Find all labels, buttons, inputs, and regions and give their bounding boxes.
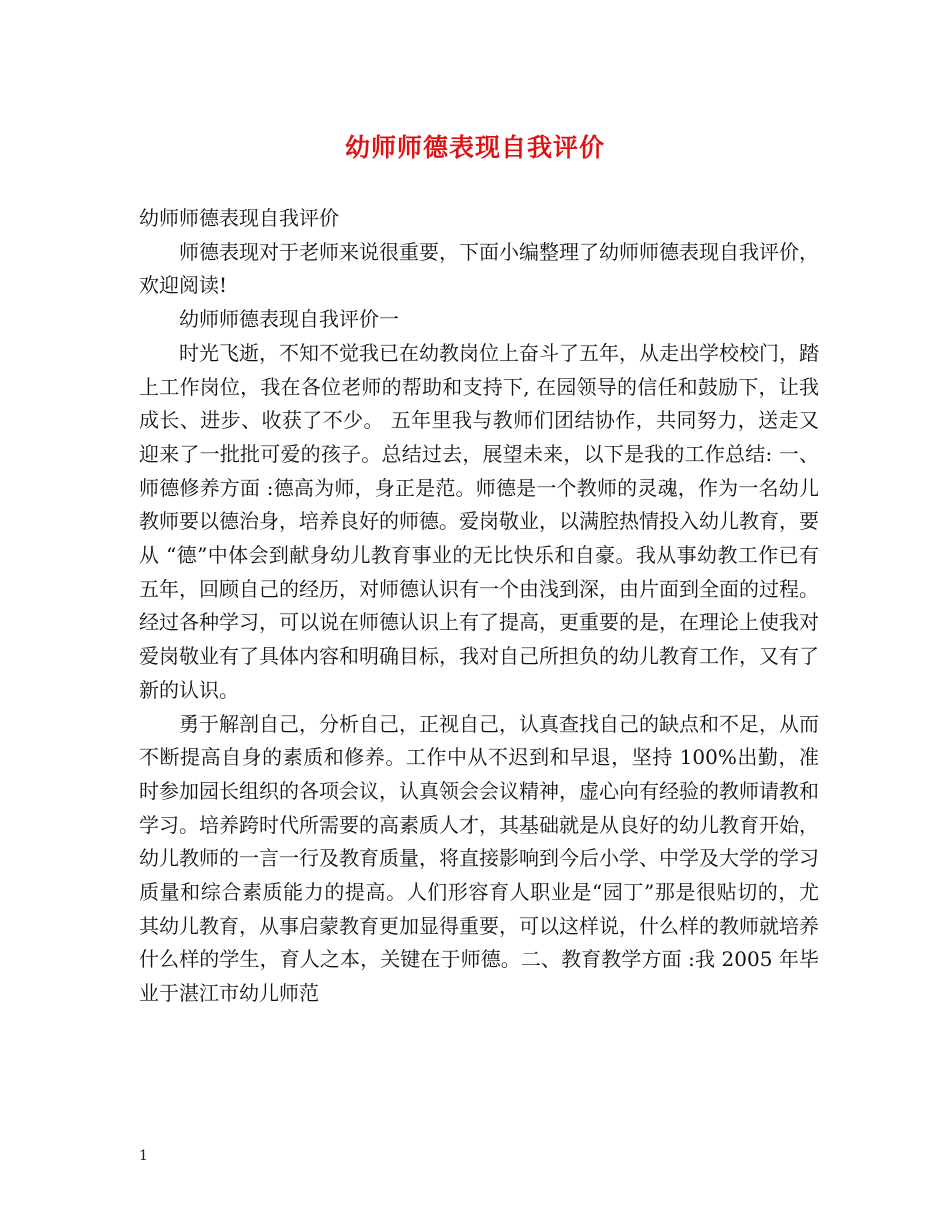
paragraph-body: 时光飞逝，不知不觉我已在幼教岗位上奋斗了五年，从走出学校校门，踏上工作岗位，我在各位老师的帮助和支持下, 在园领导的信任和鼓励下，让我成长、进步、收获了不少。 五年里我与教师们团结协作，共同努力，送走又迎来了一批批可爱的孩子。总结过去，展望未来，以下是我的工作总结: 一、师德修养方面 :德高为师，身正是范。师德是一个教师的灵魂，作为一名幼儿教师要以德治身，培养良好的师德。爱岗敬业，以满腔热情投入幼儿教育，要从 “德”中体会到献身幼儿教育事业的无比快乐和自豪。我从事幼教工作已有五年，回顾自己的经历，对师德认识有一个由浅到深，由片面到全面的过程。经过各种学习，可以说在师德认识上有了提高，更重要的是，在理论上使我对爱岗敬业有了具体内容和明确目标，我对自己所担负的幼儿教育工作，又有了新的认识。 [139,340,819,702]
paragraph-heading: 幼师师德表现自我评价 [139,206,339,230]
page-number: 1 [139,1148,148,1164]
paragraph-intro: 师德表现对于老师来说很重要，下面小编整理了幼师师德表现自我评价，欢迎阅读! [139,239,819,298]
document-body [139,202,819,1011]
section-heading: 幼师师德表现自我评价一 [179,307,399,332]
page-title: 幼师师德表现自我评价 [344,133,605,162]
paragraph-body: 勇于解剖自己，分析自己，正视自己，认真查找自己的缺点和不足，从而不断提高自身的素质和修养。工作中从不迟到和早退，坚持 100%出勤，准时参加园长组织的各项会议，认真领会会议精神，虚心向有经验的教师请教和学习。培养跨时代所需要的高素质人才，其基础就是从良好的幼儿教育开始，幼儿教师的一言一行及教育质量，将直接影响到今后小学、中学及大学的学习质量和综合素质能力的提高。人们形容育人职业是“园丁”那是很贴切的，尤其幼儿教育，从事启蒙教育更加显得重要，可以这样说，什么样的教师就培养什么样的学生，育人之本，关键在于师德。二、教育教学方面 :我 2005 年毕业于湛江市幼儿师范 [139,711,819,1006]
